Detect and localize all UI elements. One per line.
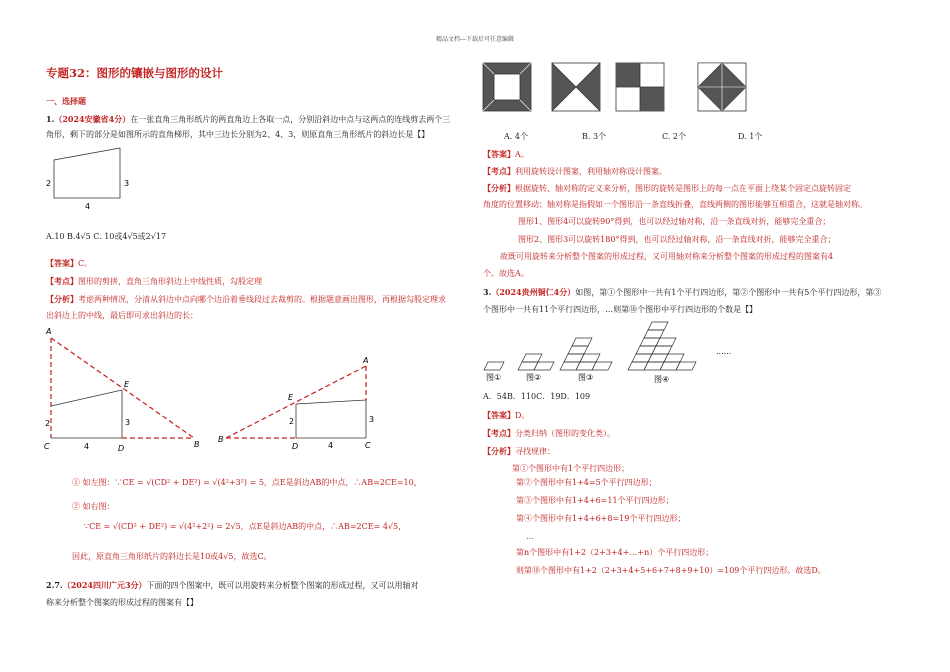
page-title: 专题32：图形的镶嵌与图形的设计 — [46, 66, 224, 80]
q1-line1 — [46, 114, 450, 125]
q2-answer-tag: 【答案】 — [483, 149, 515, 159]
fig3-label: 图③ — [578, 373, 594, 382]
q3-source: （2024贵州铜仁4分） — [491, 287, 576, 297]
q2-line1 — [46, 580, 419, 591]
page-header: 精品文档---下载后可任意编辑 — [435, 36, 515, 43]
q3-answer-value: D。 — [515, 411, 530, 420]
left-fig-s3: 3 — [125, 418, 131, 427]
q2-option-a: A. 4个 — [504, 132, 528, 141]
q1-fenxi-tag: 【分析】 — [46, 294, 78, 304]
q3-parallelogram-figures — [482, 322, 762, 384]
q1-text1: 在一张直角三角形纸片的两直角边上各取一点，分别沿斜边中点与这两点的连线剪去两个三 — [130, 115, 451, 124]
q3-text1: 如图，第①个图形中一共有1个平行四边形，第②个图形中一共有5个平行四边形，第③ — [575, 288, 882, 297]
q3-rule-7: 则第⑩个图形中有1+2（2+3+4+5+6+7+8+9+10）=109个平行四边形。故选D。 — [516, 566, 826, 575]
pattern-4 — [698, 63, 746, 111]
q2-num: 2.7. — [46, 580, 63, 590]
q2-fenxi-text1: 根据旋转、轴对称的定义来分析，图形的旋转是图形上的每一点在平面上绕某个固定点旋转固定 — [515, 184, 851, 193]
right-fig-s3: 3 — [369, 415, 375, 424]
q2-answer-value: A。 — [515, 150, 529, 159]
q1-kaodian-tag: 【考点】 — [46, 276, 78, 286]
left-fig-D: D — [118, 444, 125, 453]
q1-fenxi1 — [46, 294, 446, 305]
q3-fenxi — [483, 446, 555, 457]
q1-line2: 角形，剩下的部分是如图所示的直角梯形，其中三边长分别为2、4、3，则原直角三角形纸片的斜边长是【】 — [46, 130, 430, 139]
trap-bottom-label: 4 — [85, 202, 91, 211]
q2-option-b: B. 3个 — [582, 132, 607, 141]
right-fig-s2: 2 — [289, 417, 295, 426]
right-fig-E: E — [288, 393, 294, 402]
q2-kaodian-text: 利用旋转设计图案，利用轴对称设计图案。 — [515, 167, 667, 176]
left-fig-s4: 4 — [84, 442, 90, 451]
q1-solution4: 因此，原直角三角形纸片的斜边长是10或4√5，故选C。 — [72, 552, 272, 561]
trapezoid-shape — [54, 148, 120, 198]
q1-answer-value: C。 — [78, 259, 93, 268]
q2-line2: 称来分析整个图案的形成过程的图案有【】 — [46, 598, 198, 607]
q3-rule-1: 第①个图形中有1个平行四边形； — [512, 464, 630, 473]
q2-option-d: D. 1个 — [738, 132, 763, 141]
q2-patterns — [482, 62, 772, 120]
fig1-shape — [484, 362, 504, 370]
q2-kaodian-tag: 【考点】 — [483, 166, 515, 176]
right-fig-s4: 4 — [328, 441, 334, 450]
q3-kaodian-text: 分类归纳（图形的变化类）。 — [515, 429, 615, 438]
q1-trapezoid-figure — [46, 146, 146, 216]
q2-source: （2024四川广元3分） — [62, 580, 147, 590]
left-fig-s2: 2 — [45, 419, 51, 428]
left-fig-E: E — [124, 380, 130, 389]
left-fig-B: B — [194, 440, 200, 449]
fig2-shape — [518, 354, 554, 370]
q1-solution1: ① 如左图：∵CE = √(CD² + DE²) = √(4²+3²) = 5，点E是斜边AB的中点，∴AB=2CE=10， — [72, 478, 422, 487]
dots-label: ...... — [716, 347, 732, 356]
q1-right-triangle-figure — [218, 356, 382, 451]
q1-source: （2024安徽省4分） — [54, 114, 131, 124]
q2-fenxi5: 故既可用旋转来分析整个图案的形成过程，又可用轴对称来分析整个图案的形成过程的图案有4 — [500, 252, 834, 261]
q1-fenxi-text1: 考虑两种情况，分清从斜边中点向哪个边沿着垂线段过去裁剪的。根据题意画出图形，再根据勾股定理求 — [78, 295, 446, 304]
fig2-label: 图② — [526, 373, 542, 382]
q3-rule-4: 第④个图形中有1+4+6+8=19个平行四边形； — [516, 514, 686, 523]
pattern-2 — [552, 63, 600, 111]
q3-line2: 个图形中一共有11个平行四边形，…则第⑩个图形中平行四边形的个数是【】 — [483, 305, 758, 314]
q1-num: 1. — [46, 114, 55, 124]
q3-rule-6: 第n个图形中有1+2（2+3+4+…+n）个平行四边形； — [516, 548, 714, 557]
q2-option-c: C. 2个 — [662, 132, 687, 141]
q2-kaodian — [483, 166, 667, 177]
q2-fenxi2: 角度的位置移动；轴对称是指假如一个图形沿一条直线折叠，直线两侧的图形能够互相重合，这就是轴对称。 — [483, 200, 867, 209]
pattern-3 — [616, 63, 664, 111]
q1-fenxi2: 出斜边上的中线，最后即可求出斜边的长： — [46, 311, 198, 320]
q2-fenxi3: 图形1、图形4可以旋转90°得到，也可以经过轴对称，沿一条直线对折，能够完全重合； — [518, 217, 831, 226]
trap-left-label: 2 — [46, 179, 52, 188]
q3-kaodian-tag: 【考点】 — [483, 428, 515, 438]
fig1-label: 图① — [486, 373, 502, 382]
q3-rule-3: 第③个图形中有1+4+6=11个平行四边形； — [516, 496, 674, 505]
q3-answer — [483, 410, 529, 421]
right-fig-A: A — [363, 356, 369, 365]
q2-fenxi4: 图形2、图形3可以旋转180°得到，也可以经过轴对称，沿一条直线对折，能够完全重合； — [518, 235, 836, 244]
q3-line1 — [483, 287, 881, 298]
fig3-shape — [560, 338, 612, 370]
q1-kaodian-text: 图形的剪拼，直角三角形斜边上中线性质，勾股定理 — [78, 277, 262, 286]
fig4-label: 图④ — [654, 375, 670, 384]
fig4-shape — [628, 322, 696, 370]
q1-solution2: ② 如右图： — [72, 502, 115, 511]
trap-right-label: 3 — [124, 179, 130, 188]
q2-answer — [483, 149, 529, 160]
q3-answer-tag: 【答案】 — [483, 410, 515, 420]
q3-num: 3. — [483, 287, 492, 297]
q1-answer-tag: 【答案】 — [46, 258, 78, 268]
q3-kaodian — [483, 428, 615, 439]
q2-fenxi1 — [483, 183, 851, 194]
q3-rule-2: 第②个图形中有1+4=5个平行四边形； — [516, 478, 657, 487]
right-fig-D: D — [292, 442, 299, 451]
right-fig-C: C — [365, 441, 371, 450]
q3-rule-5: … — [526, 532, 534, 541]
left-fig-A: A — [46, 327, 52, 336]
q3-fenxi-text: 寻找规律： — [515, 447, 555, 456]
q2-fenxi-tag: 【分析】 — [483, 183, 515, 193]
section-heading: 一、选择题 — [46, 96, 86, 106]
q1-left-triangle-figure — [44, 328, 209, 456]
q3-fenxi-tag: 【分析】 — [483, 446, 515, 456]
pattern-1 — [483, 63, 531, 111]
q2-fenxi6: 个。故选A。 — [483, 269, 529, 278]
q2-text1: 下面的四个图案中，既可以用旋转来分析整个图案的形成过程，又可以用轴对 — [146, 581, 419, 590]
q1-options: A.10 B.4√5 C. 10或4√5或2√17 — [46, 232, 167, 241]
left-fig-C: C — [44, 442, 50, 451]
q1-kaodian — [46, 276, 262, 287]
q1-solution3: ∵CE = √(CD² + DE²) = √(4²+2²) = 2√5，点E是斜边AB的中点，∴AB=2CE= 4√5， — [84, 522, 407, 531]
right-fig-B: B — [218, 435, 224, 444]
q3-options: A．54B．110C．19D．109 — [483, 392, 591, 401]
q1-answer — [46, 258, 92, 269]
